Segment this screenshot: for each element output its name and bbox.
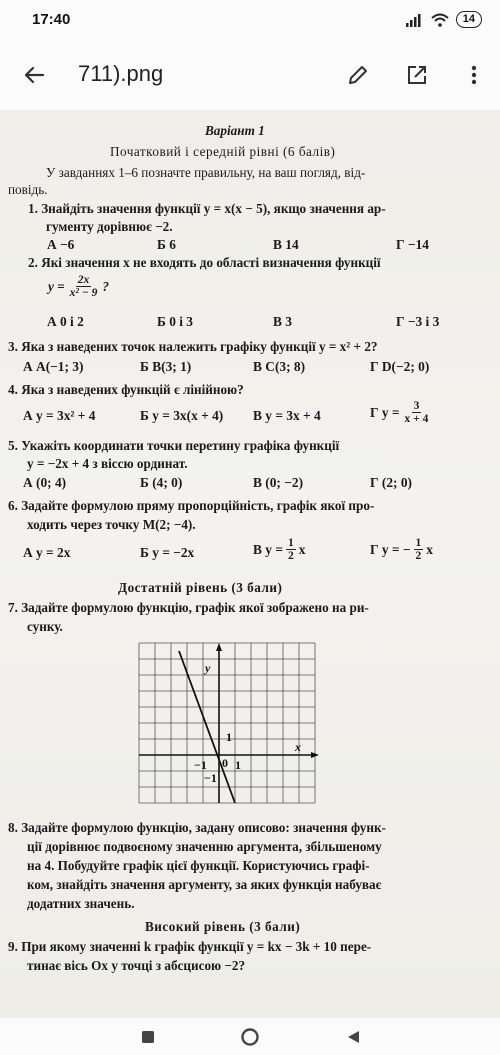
q6-option-b: Б y = −2x — [140, 545, 195, 560]
open-external-icon — [406, 64, 428, 86]
q5-option-g: Г (2; 0) — [370, 475, 412, 490]
more-vert-icon — [470, 64, 478, 86]
graph-y-label: y — [205, 661, 211, 675]
q4-option-g-fraction — [403, 400, 431, 425]
q1-option-v: В 14 — [273, 237, 299, 252]
q4-option-g-num: 3 — [413, 400, 420, 412]
q4-line1: 4. Яка з наведених функцій є лінійною? — [8, 382, 244, 397]
q1-option-g: Г −14 — [396, 237, 429, 252]
status-time: 17:40 — [32, 11, 71, 28]
q6-line1: 6. Задайте формулою пряму пропорційність, графік якої про- — [8, 498, 375, 513]
q1-option-b: Б 6 — [157, 237, 176, 252]
q6-option-v-left: В y = — [253, 541, 283, 557]
q4-option-v: В y = 3x + 4 — [253, 408, 321, 423]
q2-option-v: В 3 — [273, 314, 292, 329]
q5-line1: 5. Укажіть координати точки перетину графіка функції — [8, 438, 340, 453]
q3-option-a: А A(−1; 3) — [23, 359, 84, 374]
graph-origin: 0 — [222, 756, 228, 770]
home-button[interactable] — [240, 1027, 260, 1047]
q9-line2: тинає вісь Ox у точці з абсцисою −2? — [27, 958, 246, 973]
recents-button[interactable] — [138, 1027, 158, 1047]
level1-heading: Початковий і середній рівні (6 балів) — [110, 144, 336, 159]
q4-option-a: А y = 3x² + 4 — [23, 408, 96, 423]
q6-option-v-right: x — [298, 541, 306, 557]
document-image — [0, 110, 500, 1018]
q3-line1: 3. Яка з наведених точок належить графіку функції y = x² + 2? — [8, 339, 378, 354]
graph-tick-one-y: 1 — [226, 730, 232, 744]
arrow-left-icon — [23, 64, 45, 86]
q2-numerator: 2x — [77, 274, 90, 286]
graph-tick-minus-one-x: −1 — [194, 758, 207, 772]
status-bar — [0, 0, 500, 40]
wifi-icon — [431, 13, 449, 27]
square-icon — [140, 1029, 156, 1045]
intro-line2: повідь. — [8, 182, 48, 197]
signal-icon — [406, 13, 424, 27]
q2-denominator: x² − 9 — [69, 287, 98, 299]
q6-option-g-num: 1 — [415, 537, 422, 549]
q6-option-g-left: Г y = − — [370, 541, 411, 557]
q7-line2: сунку. — [27, 619, 63, 634]
back-nav-button[interactable] — [343, 1027, 363, 1047]
q8-line1: 8. Задайте формулою функцію, задану описово: значення функ- — [8, 820, 386, 835]
q1-option-a: А −6 — [47, 237, 75, 252]
q3-option-b: Б B(3; 1) — [140, 359, 192, 374]
q8-line5: додатних значень. — [27, 896, 135, 911]
q8-line2: ції дорівнює подвоєному значенню аргумента, збільшеному — [27, 839, 382, 854]
q6-line2: ходить через точку M(2; −4). — [27, 517, 196, 532]
system-nav-bar — [0, 1018, 500, 1055]
q6-option-g-right: x — [426, 541, 433, 557]
q6-option-v-num: 1 — [287, 537, 294, 549]
q2-formula-left: y = — [48, 278, 65, 294]
q2-line1: 2. Які значення x не входять до області визначення функції — [28, 255, 381, 270]
q3-option-g: Г D(−2; 0) — [370, 359, 430, 374]
q8-line3: на 4. Побудуйте графік цієї функції. Користуючись графі- — [27, 858, 370, 873]
graph-y-arrow — [216, 643, 222, 651]
q4-option-g — [370, 400, 430, 425]
battery-icon: 14 — [456, 11, 482, 28]
circle-icon — [240, 1027, 260, 1047]
q4-option-g-den: x + 4 — [404, 413, 429, 425]
more-options-button[interactable] — [458, 59, 490, 91]
q8-line4: ком, знайдіть значення аргументу, за яких функція набуває — [27, 877, 382, 892]
q5-option-v: В (0; −2) — [253, 475, 304, 490]
pencil-icon — [347, 64, 369, 86]
q9-line1: 9. При якому значенні k графік функції y = kx − 3k + 10 пере- — [8, 939, 372, 954]
triangle-back-icon — [345, 1029, 361, 1045]
edit-button[interactable] — [342, 59, 374, 91]
status-icons — [406, 11, 482, 28]
q2-fraction — [68, 274, 100, 299]
q4-option-g-left: Г y = — [370, 404, 400, 420]
q6-option-v-fraction — [286, 537, 296, 562]
graph-tick-one-x: 1 — [235, 758, 241, 772]
q2-option-g: Г −3 і 3 — [396, 314, 440, 329]
variant-heading: Варіант 1 — [205, 123, 265, 138]
level2-heading: Достатній рівень (3 бали) — [118, 580, 283, 595]
q2-formula — [48, 274, 109, 299]
q2-option-b: Б 0 і 3 — [157, 314, 194, 329]
intro-line1: У завданнях 1–6 позначте правильну, на ваш погляд, від- — [46, 165, 366, 180]
q2-option-a: А 0 і 2 — [47, 314, 84, 329]
q6-option-g-fraction — [414, 537, 424, 562]
q6-option-a: А y = 2x — [23, 545, 71, 560]
q7-line1: 7. Задайте формулою функцію, графік якої зображено на ри- — [8, 600, 369, 615]
file-title: 711).png — [78, 61, 164, 86]
q6-option-g-den: 2 — [415, 550, 422, 562]
q2-question-mark: ? — [102, 278, 109, 294]
q5-option-a: А (0; 4) — [23, 475, 67, 490]
q5-option-b: Б (4; 0) — [140, 475, 183, 490]
q5-line2: y = −2x + 4 з віссю ординат. — [27, 456, 188, 471]
q6-option-v-den: 2 — [287, 550, 294, 562]
level3-heading: Високий рівень (3 бали) — [145, 919, 301, 934]
back-button[interactable] — [18, 59, 50, 91]
q4-option-b: Б y = 3x(x + 4) — [140, 408, 224, 423]
q1-line2: гументу дорівнює −2. — [46, 219, 173, 234]
viewer-toolbar — [0, 40, 500, 110]
q3-option-v: В C(3; 8) — [253, 359, 306, 374]
q7-graph — [138, 642, 320, 804]
graph-tick-minus-one-y: −1 — [204, 771, 217, 785]
q6-option-v — [253, 537, 305, 562]
q6-option-g — [370, 537, 433, 562]
open-with-button[interactable] — [401, 59, 433, 91]
graph-x-label: x — [295, 740, 301, 754]
q1-line1: 1. Знайдіть значення функції y = x(x − 5), якщо значення ар- — [28, 201, 386, 216]
